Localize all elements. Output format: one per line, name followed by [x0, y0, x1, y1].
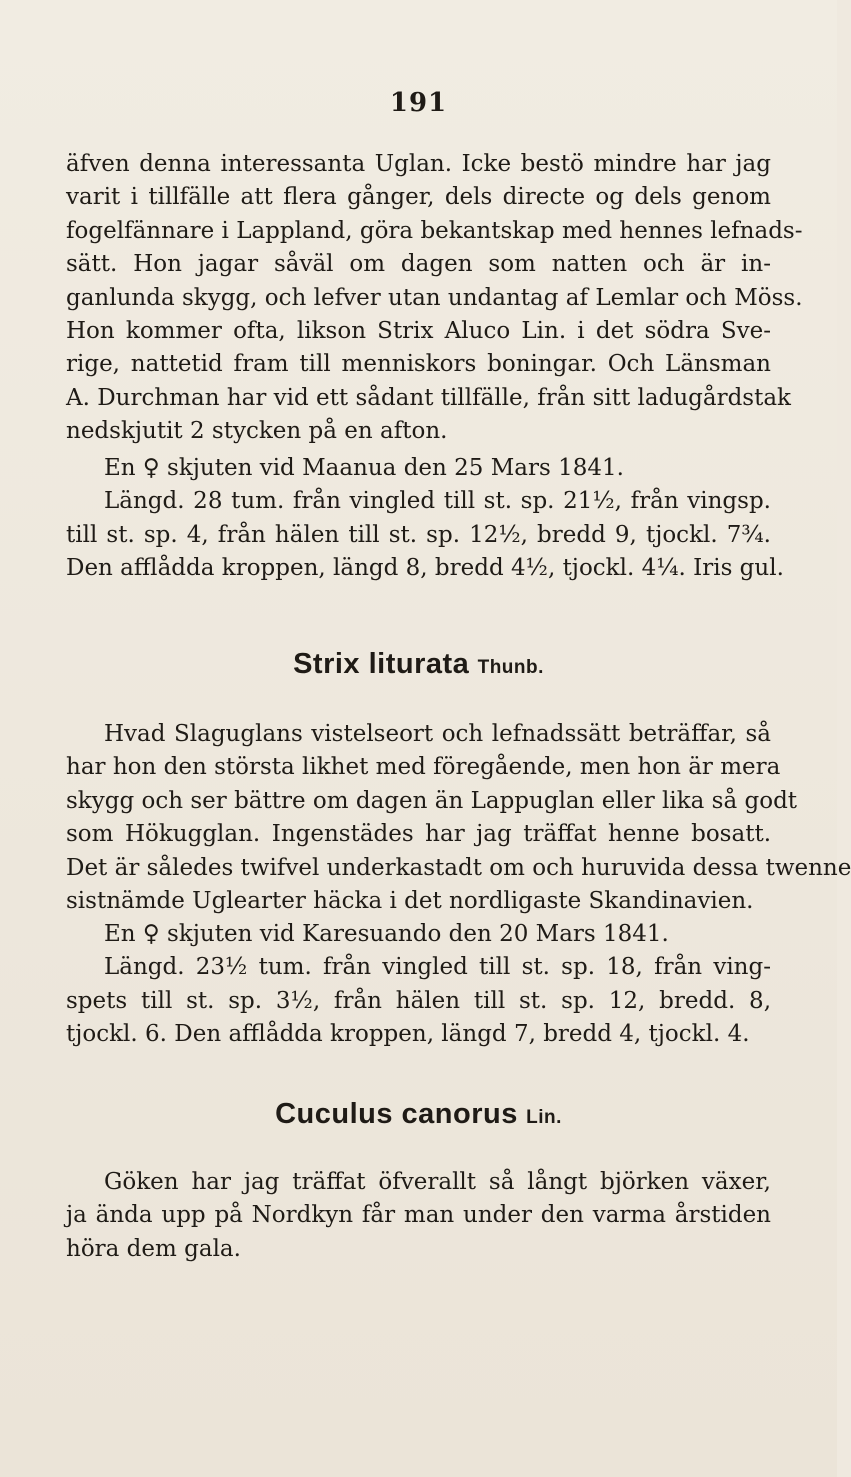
text-line: ganlunda skygg, och lefver utan undantag af Lemlar och Möss.: [66, 284, 803, 311]
text-line: som Hökugglan. Ingenstädes har jag träffat henne bosatt.: [66, 821, 771, 848]
paragraph-measurements-1: [66, 452, 784, 586]
text-line: Göken har jag träffat öfverallt så långt björken växer,: [104, 1169, 771, 1195]
text-line: spets till st. sp. 3½, från hälen till st. sp. 12, bredd. 8,: [66, 987, 771, 1014]
species-name: Cuculus canorus: [275, 1098, 518, 1130]
text-line: Hon kommer ofta, likson Strix Aluco Lin. i det södra Sve-: [66, 317, 771, 344]
text-line: höra dem gala.: [66, 1235, 241, 1262]
paragraph-measurements-2: [66, 918, 771, 1052]
text-line: Längd. 28 tum. från vingled till st. sp. 21½, från vingsp.: [104, 488, 771, 515]
text-line: tjockl. 6. Den afflådda kroppen, längd 7, bredd 4, tjockl. 4.: [66, 1021, 750, 1048]
text-line: ja ända upp på Nordkyn får man under den varma årstiden: [66, 1202, 771, 1229]
species-author: Thunb.: [477, 657, 544, 678]
species-name: Strix liturata: [293, 648, 470, 680]
text-line: nedskjutit 2 stycken på en afton.: [66, 418, 448, 445]
text-line: Hvad Slaguglans vistelseort och lefnadssätt beträffar, så: [104, 721, 771, 747]
text-line: sätt. Hon jagar såväl om dagen som natten och är in-: [66, 251, 771, 278]
text-line: En ♀ skjuten vid Karesuando den 20 Mars 1841.: [104, 921, 669, 947]
text-line: Längd. 23½ tum. från vingled till st. sp. 18, från ving-: [104, 954, 771, 981]
text-line: fogelfännare i Lappland, göra bekantskap med hennes lefnads-: [66, 217, 803, 244]
section-heading-strix-liturata: [0, 648, 837, 681]
page-number: 191: [389, 88, 448, 118]
text-line: Det är således twifvel underkastadt om och huruvida dessa twenne: [66, 854, 851, 881]
text-line: skygg och ser bättre om dagen än Lappuglan eller lika så godt: [66, 787, 798, 814]
text-line: till st. sp. 4, från hälen till st. sp. 12½, bredd 9, tjockl. 7¾.: [66, 521, 771, 548]
paragraph-strix-liturata: [66, 718, 851, 918]
paragraph-aegolius-continuation: [66, 148, 803, 449]
species-author: Lin.: [526, 1107, 562, 1128]
text-line: A. Durchman har vid ett sådant tillfälle, från sitt ladugårdstak: [66, 384, 791, 411]
section-heading-cuculus-canorus: [0, 1098, 837, 1131]
paragraph-cuculus-canorus: [66, 1166, 771, 1266]
text-line: rige, nattetid fram till menniskors boningar. Och Länsman: [66, 351, 771, 378]
text-line: Den afflådda kroppen, längd 8, bredd 4½, tjockl. 4¼. Iris gul.: [66, 555, 784, 582]
text-line: har hon den största likhet med föregående, men hon är mera: [66, 754, 781, 781]
text-line: varit i tillfälle att flera gånger, dels directe og dels genom: [66, 184, 771, 211]
text-line: äfven denna interessanta Uglan. Icke bestö mindre har jag: [66, 151, 771, 177]
text-line: sistnämde Uglearter häcka i det nordligaste Skandinavien.: [66, 887, 754, 914]
text-line: En ♀ skjuten vid Maanua den 25 Mars 1841.: [104, 455, 624, 481]
